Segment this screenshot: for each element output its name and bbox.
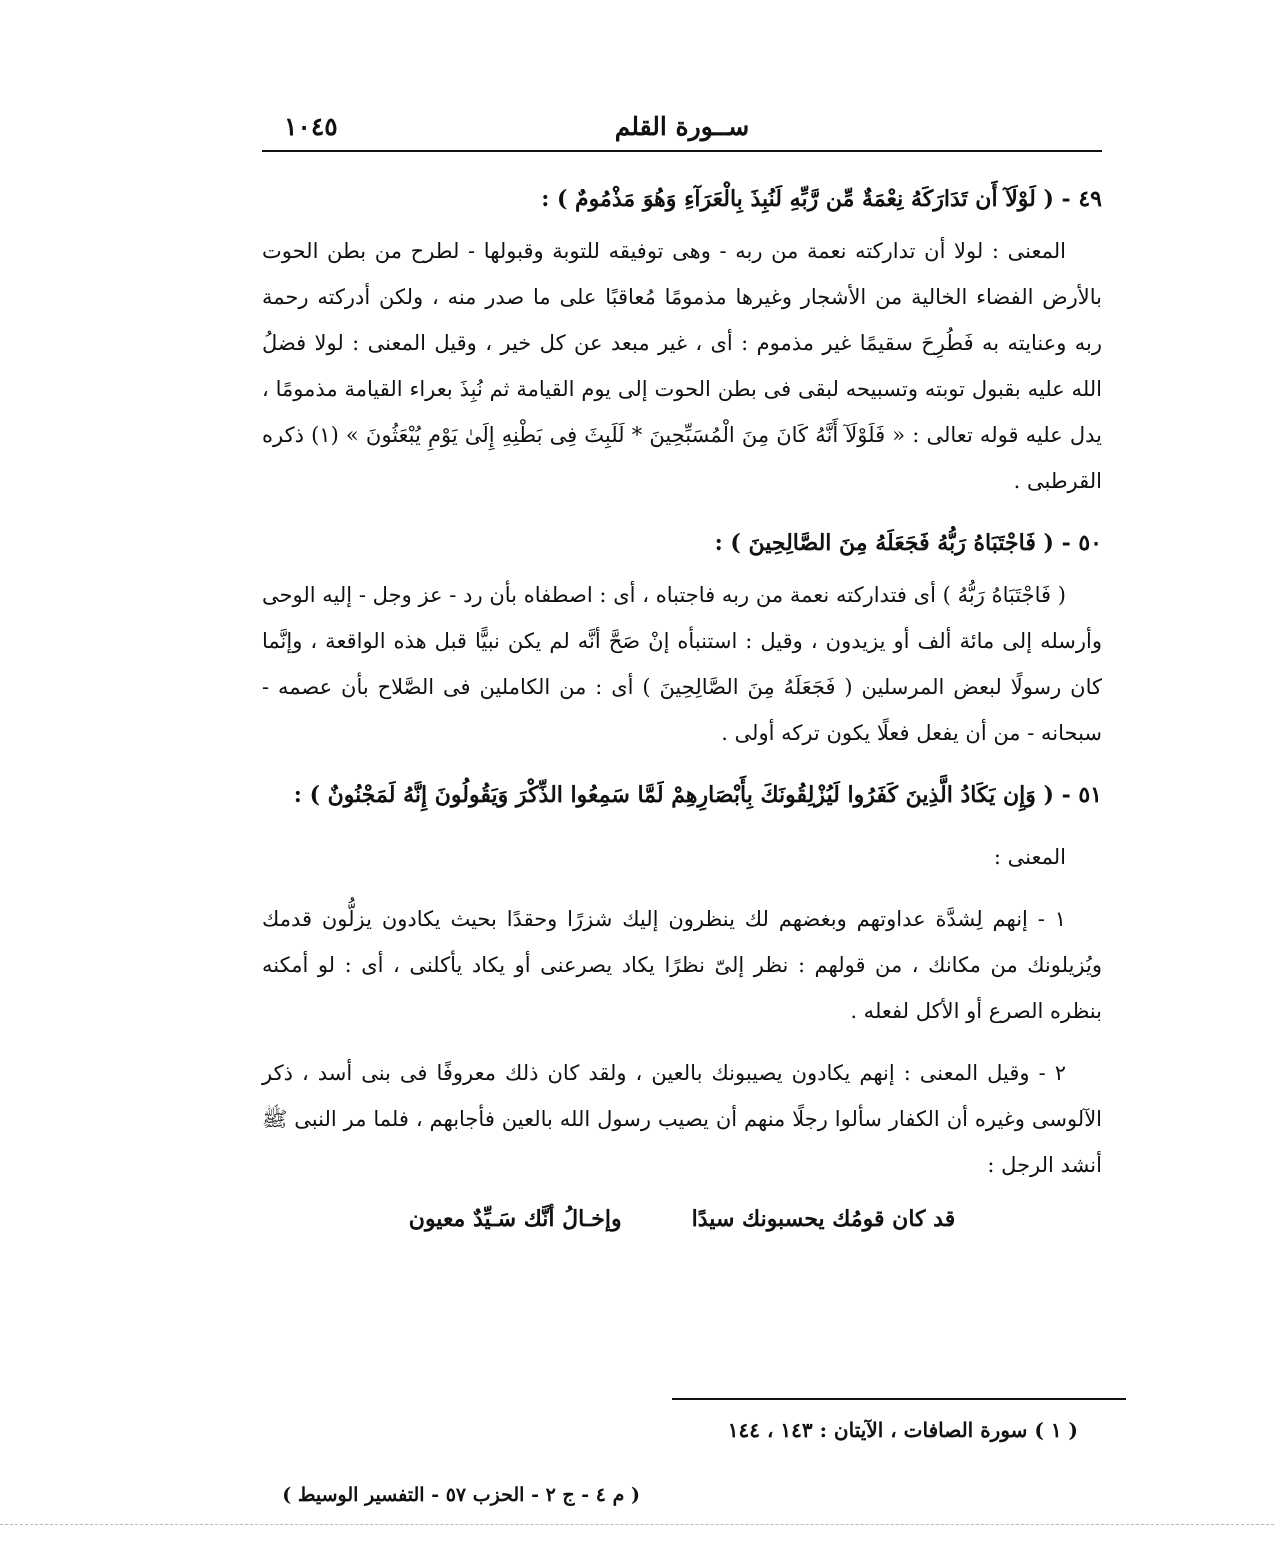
spacer (262, 886, 1102, 896)
footnote-rule (672, 1398, 1126, 1400)
spacer (262, 510, 1102, 520)
spacer (262, 762, 1102, 772)
poem-hemistich-2: وإخـالُ أنَّك سَـيِّدٌ معيون (408, 1206, 622, 1232)
poem-verse (262, 1196, 1102, 1242)
page-header (262, 108, 1102, 148)
scan-artifact-line (0, 1524, 1274, 1525)
commentary-paragraph-50: ( فَاجْتَبَاهُ رَبُّهُ ) أى فتداركته نعمة من ربه فاجتباه ، أى : اصطفاه بأن رد - عز وجل - إليه الوحى وأرسله إلى مائة ألف أو يزيدون ، وقيل : استنبأه إنْ صَحَّ أنَّه لم يكن نبيًّا قبل هذه الواقعة ، وإنَّما كان رسولًا لبعض المرسلين ( فَجَعَلَهُ مِنَ الصَّالِحِينَ ) أى : من الكاملين فى الصَّلاح بأن عصمه - سبحانه - من أن يفعل فعلًا يكون تركه أولى . (262, 583, 1102, 745)
body-text (262, 176, 1102, 1242)
spacer (262, 824, 1102, 834)
signature-line: ( م ٤ - ج ٢ - الحزب ٥٧ - التفسير الوسيط ) (282, 1484, 640, 1506)
footnote: ( ١ ) سورة الصافات ، الآيتان : ١٤٣ ، ١٤٤ (727, 1418, 1078, 1442)
meaning-point-1: ١ - إنهم لِشدَّة عداوتهم وبغضهم لك ينظرون إليك شزرًا وحقدًا بحيث يكادون يزلُّون قدمك ويُزيلونك من مكانك ، من قولهم : نظر إلىّ نظرًا يكاد يصرعنى أو يكاد يأكلنى ، أى : لو أمكنه بنظره الصرع أو الأكل لفعله . (262, 907, 1102, 1023)
commentary-paragraph-49: المعنى : لولا أن تداركته نعمة من ربه - وهى توفيقه للتوبة وقبولها - لطرح من بطن الحوت بالأرض الفضاء الخالية من الأشجار وغيرها مذمومًا مُعاقبًا على ما صدر منه ، ولكن أدركته رحمة ربه وعنايته به فَطُرِحَ سقيمًا غير مذموم : أى ، غير مبعد عن كل خير ، وقيل المعنى : لولا فضلُ الله عليه بقبول توبته وتسبيحه لبقى فى بطن الحوت إلى يوم القيامة ثم نُبِذَ بعراء القيامة مذمومًا ، يدل عليه قوله تعالى : « فَلَوْلَآ أَنَّهُ كَانَ مِنَ الْمُسَبِّحِينَ * لَلَبِثَ فِى بَطْنِهِ إِلَىٰ يَوْمِ يُبْعَثُونَ » (١) ذكره القرطبى . (262, 239, 1102, 493)
verse-50: ٥٠ - ( فَاجْتَبَاهُ رَبُّهُ فَجَعَلَهُ مِنَ الصَّالِحِينَ ) : (714, 530, 1102, 556)
header-rule (262, 150, 1102, 152)
poem-hemistich-1: قد كان قومُك يحسبونك سيدًا (691, 1206, 956, 1232)
running-title: ســورة القلم (614, 112, 750, 141)
meaning-point-2: ٢ - وقيل المعنى : إنهم يكادون يصيبونك بالعين ، ولقد كان ذلك معروفًا فى بنى أسد ، ذكر الآلوسى وغيره أن الكفار سألوا رجلًا منهم أن يصيب رسول الله بالعين فأجابهم ، فلما مر النبى ﷺ أنشد الرجل : (262, 1061, 1102, 1177)
spacer (262, 1040, 1102, 1050)
verse-49: ٤٩ - ( لَوْلَآ أَن تَدَارَكَهُ نِعْمَةٌ مِّن رَّبِّهِ لَنُبِذَ بِالْعَرَآءِ وَهُوَ مَذْمُومٌ ) : (541, 186, 1102, 212)
page-number: ١٠٤٥ (284, 112, 338, 141)
meaning-heading: المعنى : (993, 845, 1066, 869)
verse-51: ٥١ - ( وَإِن يَكَادُ الَّذِينَ كَفَرُوا لَيُزْلِقُونَكَ بِأَبْصَارِهِمْ لَمَّا سَمِعُوا الذِّكْرَ وَيَقُولُونَ إِنَّهُ لَمَجْنُونٌ ) : (293, 782, 1102, 808)
